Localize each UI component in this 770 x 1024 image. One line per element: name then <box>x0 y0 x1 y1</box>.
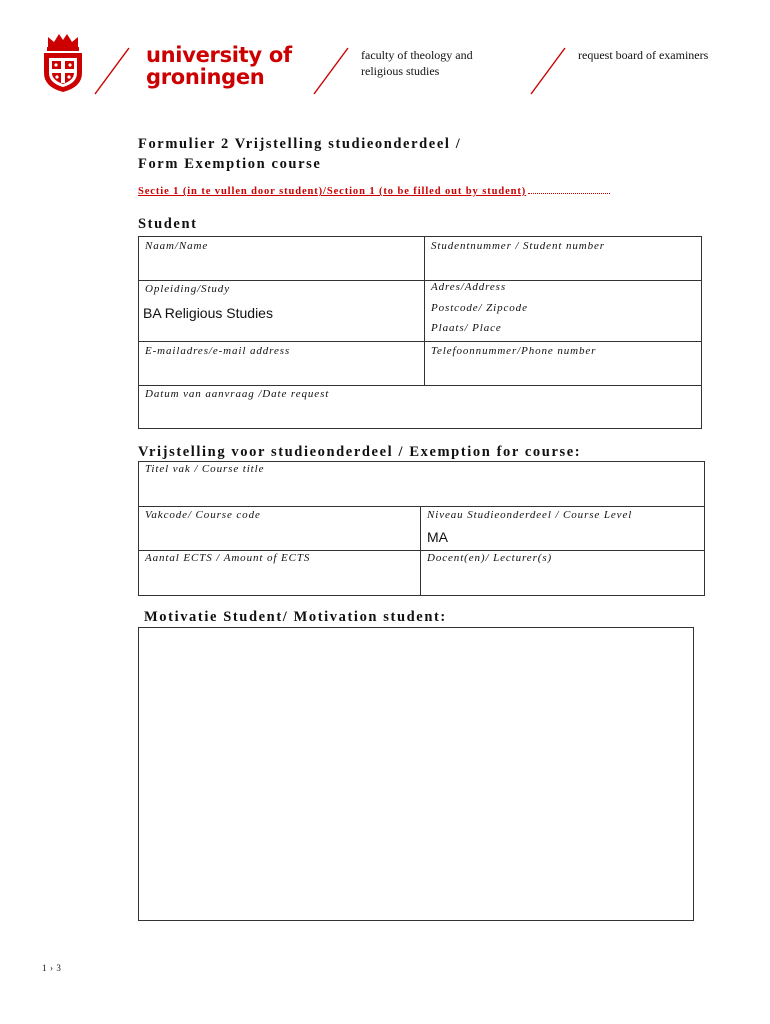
course-level-field[interactable] <box>421 507 704 550</box>
email-label: E-mailadres/e-mail address <box>145 345 291 357</box>
email-field[interactable] <box>139 342 424 385</box>
name-field[interactable] <box>139 237 424 280</box>
ects-label: Aantal ECTS / Amount of ECTS <box>145 552 311 564</box>
form-title <box>138 134 461 174</box>
motivation-textarea[interactable] <box>138 627 694 921</box>
study-field[interactable] <box>139 281 424 341</box>
study-label: Opleiding/Study <box>145 283 230 295</box>
phone-label: Telefoonnummer/Phone number <box>431 345 597 357</box>
student-number-label: Studentnummer / Student number <box>431 240 605 252</box>
red-slash-divider <box>311 46 351 96</box>
page-indicator: 1 › 3 <box>42 963 62 973</box>
course-heading: Vrijstelling voor studieonderdeel / Exemption for course: <box>138 444 582 460</box>
university-crest-logo <box>40 33 86 93</box>
dotted-leader <box>528 193 610 194</box>
department-name: request board of examiners <box>578 48 709 62</box>
place-label: Plaats/ Place <box>431 322 502 334</box>
phone-field[interactable] <box>425 342 701 385</box>
zipcode-label: Postcode/ Zipcode <box>431 302 528 314</box>
ects-field[interactable] <box>139 551 420 595</box>
study-value: BA Religious Studies <box>143 305 273 321</box>
date-request-field[interactable] <box>139 386 701 428</box>
section-note-text: Sectie 1 (in te vullen door student)/Section 1 (to be filled out by student) <box>138 186 527 197</box>
course-code-field[interactable] <box>139 507 420 550</box>
red-slash-divider <box>528 46 568 96</box>
university-wordmark <box>146 44 292 88</box>
course-level-value: MA <box>427 529 448 545</box>
student-number-field[interactable] <box>425 237 701 280</box>
course-title-field[interactable] <box>139 462 704 506</box>
form-title-line-2: Form Exemption course <box>138 156 322 172</box>
red-slash-divider <box>92 46 132 96</box>
course-title-label: Titel vak / Course title <box>145 463 265 475</box>
faculty-name <box>361 47 511 79</box>
address-field[interactable] <box>425 281 701 341</box>
name-label: Naam/Name <box>145 240 209 252</box>
faculty-line-2: religious studies <box>361 64 440 78</box>
section-note <box>138 186 694 197</box>
lecturer-label: Docent(en)/ Lecturer(s) <box>427 552 553 564</box>
student-table <box>138 236 702 429</box>
wordmark-line-2: groningen <box>146 65 265 89</box>
date-request-label: Datum van aanvraag /Date request <box>145 388 330 400</box>
lecturer-field[interactable] <box>421 551 704 595</box>
faculty-line-1: faculty of theology and <box>361 48 473 62</box>
wordmark-line-1: university of <box>146 43 292 67</box>
course-code-label: Vakcode/ Course code <box>145 509 261 521</box>
student-heading: Student <box>138 216 198 232</box>
course-level-label: Niveau Studieonderdeel / Course Level <box>427 509 633 521</box>
form-title-line-1: Formulier 2 Vrijstelling studieonderdeel / <box>138 136 462 152</box>
course-table <box>138 461 705 596</box>
motivation-heading: Motivatie Student/ Motivation student: <box>144 609 447 625</box>
address-label: Adres/Address <box>431 281 507 293</box>
